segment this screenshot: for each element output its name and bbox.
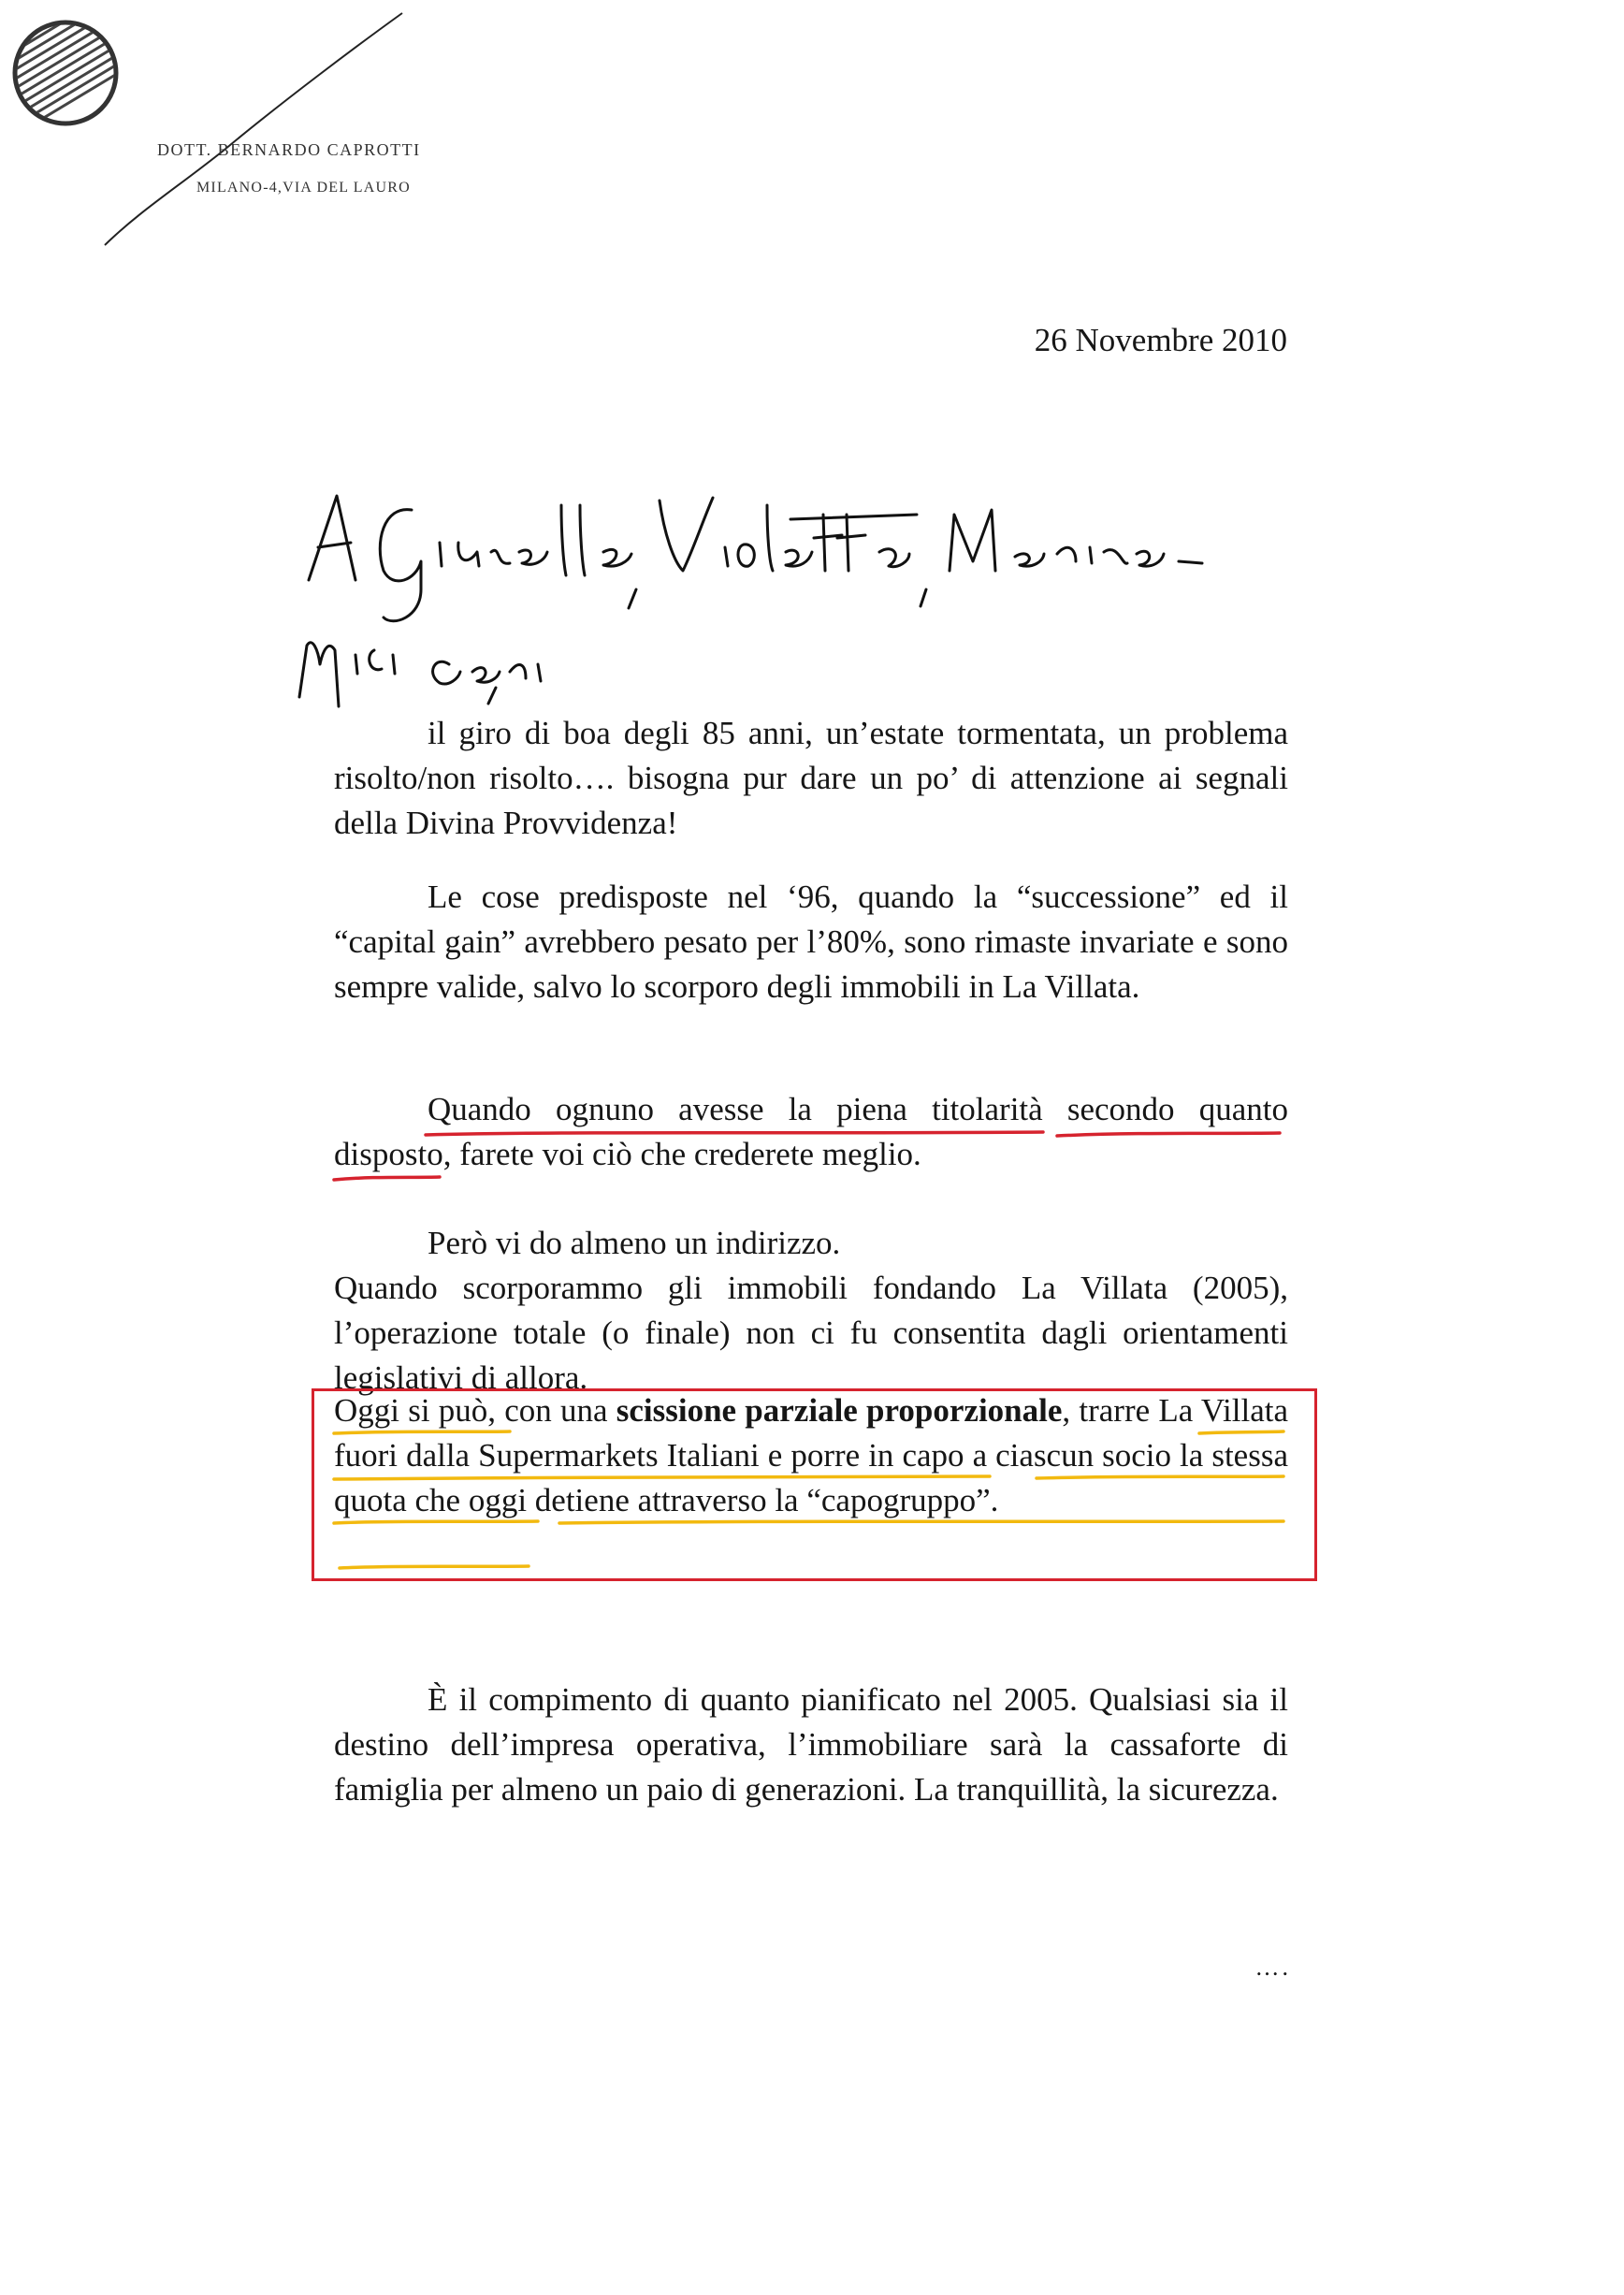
paragraph-5-text-start: Oggi si può, con una [334, 1392, 616, 1429]
paragraph-1 [334, 711, 1288, 846]
paragraph-6-text: È il compimento di quanto pianificato nel 2005. Qualsiasi sia il destino dell’impresa operativa, l’immobiliare sarà la cassaforte di famiglia per almeno un paio di generazioni. La tranquillità, la sicurezza. [334, 1681, 1288, 1808]
paragraph-4-first-line: Però vi do almeno un indirizzo. [428, 1225, 841, 1261]
letter-date: 26 Novembre 2010 [1034, 322, 1287, 358]
letterhead-name: DOTT. BERNARDO CAPROTTI [157, 140, 421, 159]
handwritten-greeting [281, 487, 1310, 739]
letterhead-logo [9, 17, 122, 129]
paragraph-3 [334, 1087, 1288, 1177]
red-underline [334, 1177, 440, 1180]
paragraph-4 [334, 1221, 1288, 1401]
paragraph-4-text: Quando scorporammo gli immobili fondando La Villata (2005), l’operazione totale (o finale) non ci fu consentita dagli orientamenti legislativi di allora. [334, 1270, 1288, 1396]
paragraph-5-bold-phrase: scissione parziale proporzionale [616, 1392, 1063, 1429]
red-highlight-box [312, 1388, 1317, 1581]
paragraph-2 [334, 875, 1288, 1010]
paragraph-6 [334, 1678, 1288, 1812]
paragraph-1-text: il giro di boa degli 85 anni, un’estate tormentata, un problema risolto/non risolto…. bisogna pur dare un po’ di attenzione ai segnali della Divina Provvidenza! [334, 715, 1288, 841]
continuation-dots: …. [1254, 1954, 1291, 1981]
letterhead-address: MILANO-4,VIA DEL LAURO [196, 180, 411, 196]
paragraph-3-text: Quando ognuno avesse la piena titolarità secondo quanto disposto, farete voi ciò che crederete meglio. [334, 1091, 1288, 1172]
paragraph-2-text: Le cose predisposte nel ‘96, quando la “successione” ed il “capital gain” avrebbero pesato per l’80%, sono rimaste invariate e sono sempre valide, salvo lo scorporo degli immobili in La Villata. [334, 879, 1288, 1005]
paragraph-5-text-end: , trarre La Villata fuori dalla Supermarkets Italiani e porre in capo a ciascun socio la stessa quota che oggi detiene attraverso la “capogruppo”. [334, 1392, 1288, 1518]
